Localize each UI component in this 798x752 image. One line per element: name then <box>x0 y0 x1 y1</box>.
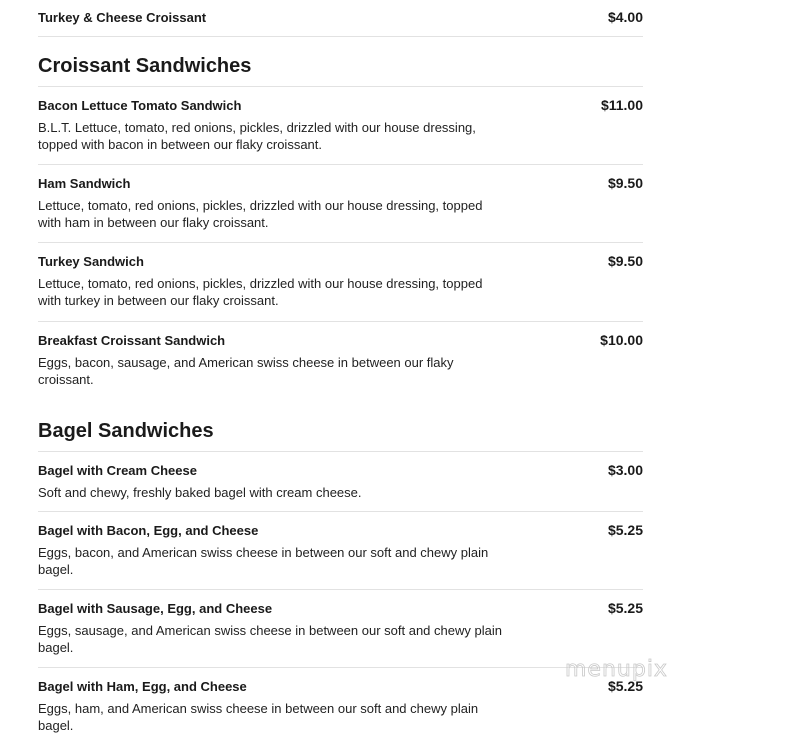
menu-item-name: Bagel with Ham, Egg, and Cheese <box>38 679 247 694</box>
menu-item-description: Eggs, sausage, and American swiss cheese in between our soft and chewy plain bagel. <box>38 623 502 655</box>
menu-item-ham-sandwich <box>38 165 643 243</box>
menu-item-name: Bagel with Sausage, Egg, and Cheese <box>38 601 273 616</box>
menu-item-header <box>38 97 643 113</box>
menu-item-price: $5.25 <box>607 678 643 694</box>
menu-item-name: Turkey & Cheese Croissant <box>38 10 207 25</box>
menu-item-price: $5.25 <box>607 522 643 538</box>
menu-item-name: Bacon Lettuce Tomato Sandwich <box>38 98 242 113</box>
menu-item-description: Eggs, ham, and American swiss cheese in between our soft and chewy plain bagel. <box>38 701 479 733</box>
menu-item-header <box>38 678 643 694</box>
menu-item-price: $5.25 <box>607 600 643 616</box>
section-title-bagel-sandwiches: Bagel Sandwiches <box>38 400 643 452</box>
menu-item-bagel-ham-egg-cheese <box>38 668 643 744</box>
menu-item-header <box>38 253 643 269</box>
menupix-watermark: menupix <box>565 657 668 682</box>
menu-item-description: Lettuce, tomato, red onions, pickles, drizzled with our house dressing, topped with ham in between our flaky croissant. <box>38 198 483 230</box>
menu-item-name: Bagel with Bacon, Egg, and Cheese <box>38 523 259 538</box>
menu-item-header <box>38 9 643 25</box>
menu-item-turkey-cheese-croissant <box>38 0 643 37</box>
menu-item-price: $3.00 <box>607 462 643 478</box>
menu-item-description: Soft and chewy, freshly baked bagel with cream cheese. <box>38 485 362 500</box>
menu-item-header <box>38 462 643 478</box>
menu-item-price: $10.00 <box>600 332 643 348</box>
menu-item-bagel-sausage-egg-cheese <box>38 590 643 668</box>
menu-item-header <box>38 522 643 538</box>
menu-list <box>38 0 643 744</box>
menu-item-description: B.L.T. Lettuce, tomato, red onions, pickles, drizzled with our house dressing, topped with bacon in between our flaky croissant. <box>38 120 476 152</box>
menu-item-name: Ham Sandwich <box>38 176 131 191</box>
menu-item-name: Bagel with Cream Cheese <box>38 463 197 478</box>
menu-item-header <box>38 332 643 348</box>
menu-item-turkey-sandwich <box>38 243 643 322</box>
menu-item-name: Breakfast Croissant Sandwich <box>38 333 226 348</box>
menu-item-breakfast-croissant <box>38 322 643 400</box>
menu-item-description: Lettuce, tomato, red onions, pickles, drizzled with our house dressing, topped with turkey in between our flaky croissant. <box>38 276 483 308</box>
menu-item-price: $4.00 <box>607 9 643 25</box>
menu-item-header <box>38 600 643 616</box>
menu-item-description: Eggs, bacon, sausage, and American swiss cheese in between our flaky croissant. <box>38 355 454 387</box>
menu-item-price: $9.50 <box>607 175 643 191</box>
menu-item-name: Turkey Sandwich <box>38 254 144 269</box>
menu-item-bagel-bacon-egg-cheese <box>38 512 643 590</box>
section-title-croissant-sandwiches: Croissant Sandwiches <box>38 37 643 87</box>
menu-item-blt <box>38 87 643 165</box>
menu-item-header <box>38 175 643 191</box>
menu-item-description: Eggs, bacon, and American swiss cheese in between our soft and chewy plain bagel. <box>38 545 489 577</box>
menu-item-bagel-cream-cheese <box>38 452 643 512</box>
menu-item-price: $11.00 <box>600 97 643 113</box>
menu-item-price: $9.50 <box>607 253 643 269</box>
